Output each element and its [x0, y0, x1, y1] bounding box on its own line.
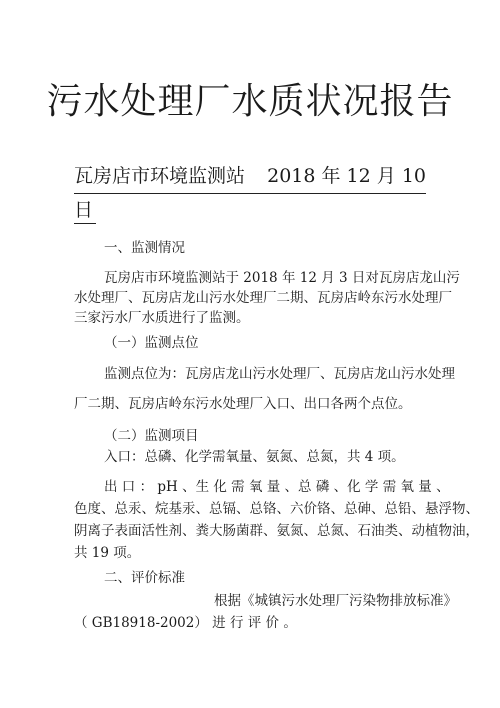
report-date-tail: 日 — [74, 197, 96, 224]
section-1-paragraph-line-1: 瓦房店市环境监测站于 2018 年 12 月 3 日对瓦房店龙山污 — [104, 270, 460, 286]
subsection-monitoring-items-heading: （二）监测项目 — [104, 428, 199, 444]
section-1-paragraph-line-2: 水处理厂、瓦房店龙山污水处理厂二期、瓦房店岭东污水处理厂 — [74, 290, 452, 306]
monitoring-points-line-2: 厂二期、瓦房店岭东污水处理厂入口、出口各两个点位。 — [74, 396, 412, 412]
outlet-items-line-4: 共 19 项。 — [74, 545, 141, 561]
section-1-heading: 一、监测情况 — [104, 240, 185, 256]
evaluation-standard-line-1: 根据《城镇污水处理厂污染物排放标准》 — [214, 593, 457, 609]
section-1-paragraph-line-3: 三家污水厂水质进行了监测。 — [74, 310, 250, 326]
outlet-items-line-1: 出 口 ： pH 、生 化 需 氧 量 、总 磷 、化 学 需 氧 量 、 — [104, 479, 450, 495]
evaluation-standard-line-2: （ GB18918-2002） 进 行 评 价 。 — [74, 615, 297, 631]
report-date: 2018 年 12 月 10 — [267, 165, 426, 187]
monitoring-points-line-1: 监测点位为：瓦房店龙山污水处理厂、瓦房店龙山污水处理 — [104, 366, 455, 382]
report-title: 污水处理厂水质状况报告 — [46, 81, 454, 122]
outlet-items-line-2: 色度、总汞、烷基汞、总镉、总铬、六价铬、总砷、总铅、悬浮物、 — [74, 501, 479, 517]
header-line — [74, 163, 426, 194]
subsection-monitoring-points-heading: （一）监测点位 — [104, 335, 199, 351]
section-2-heading: 二、评价标准 — [104, 570, 185, 586]
outlet-items-line-3: 阴离子表面活性剂、粪大肠菌群、氨氮、总氮、石油类、动植物油， — [74, 523, 479, 539]
monitoring-station-name: 瓦房店市环境监测站 — [74, 165, 246, 187]
inlet-items: 入口：总磷、化学需氧量、氨氮、总氮，共 4 项。 — [104, 449, 405, 465]
